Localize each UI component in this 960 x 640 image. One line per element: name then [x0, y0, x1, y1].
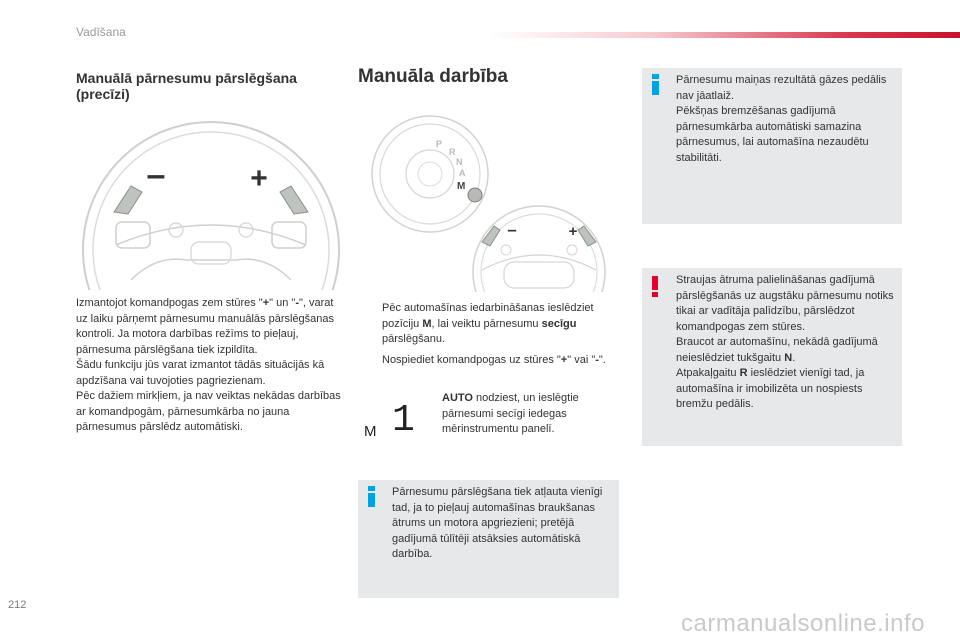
warning-icon [652, 276, 658, 297]
watermark: carmanualsonline.info [681, 610, 925, 637]
info-box-throttle [642, 68, 902, 224]
info-icon [652, 74, 660, 95]
left-section-title: Manuālā pārnesumu pārslēgšana (precīzi) [76, 70, 297, 102]
warning-box [642, 268, 902, 446]
left-body-text: Izmantojot komandpogas zem stūres "+" un "-", varat uz laiku pārņemt pārnesumu manuālās pārslēgšanas kontroli. Ja motora darbības režīms to pieļauj, pārnesuma pārslēgšana tiek izpildīta. Šādu funkciju jūs varat izmantot tādās situācijās kā apdzīšana vai tuvojoties pagriezienam. Pēc dažiem mirkļiem, ja nav veiktas nekādas darbības ar komandpogām, pārnesumkārba no jauna pārnesumus pārslēdz automātiski. [76, 297, 341, 433]
steering-wheel-illustration [76, 110, 346, 290]
gear-selector-illustration [364, 112, 619, 292]
selector-letter-m: M [457, 181, 466, 192]
instruction-bullet-1 [382, 301, 622, 348]
info-box-text: Pārnesumu maiņas rezultātā gāzes pedālis nav jāatlaiž. Pēkšņas bremzēšanas gadījumā pārnesumkārba automātiski samazina pārnesumus, lai automašīna nezaudētu stabilitāti. [676, 74, 887, 164]
instruction-bullet-2 [382, 353, 622, 369]
minus-paddle [114, 186, 142, 214]
bullet-2-text: Nospiediet komandpogas uz stūres "+" vai "-". [382, 354, 606, 366]
plus-paddle [280, 186, 308, 214]
wheel-minus-label: – [507, 220, 517, 239]
running-header: Vadīšana [76, 25, 126, 39]
info-icon [368, 486, 376, 507]
info-box-gear-permission [358, 480, 619, 598]
selector-letter-n: N [456, 157, 463, 167]
header-accent-line [490, 32, 960, 38]
wheel-plus-label: + [568, 223, 578, 240]
display-mode-letter: M [364, 423, 377, 440]
selector-letter-p: P [436, 139, 443, 149]
plus-paddle [578, 226, 596, 246]
middle-section-title: Manuāla darbība [358, 66, 508, 87]
gear-display-icon [360, 392, 436, 442]
info-box-text: Pārnesumu pārslēgšana tiek atļauta vienīgi tad, ja to pieļauj automašīnas braukšanas ātrums un motora apgriezieni; pretējā gadījumā tūlītēji atsāksies automātiskā darbība. [392, 486, 603, 560]
page-number: 212 [8, 599, 27, 611]
wheel-minus-label: – [146, 156, 166, 194]
selector-letter-a: A [459, 168, 466, 178]
selector-letter-r: R [449, 147, 456, 157]
selector-knob [468, 188, 482, 202]
minus-paddle [482, 226, 500, 246]
display-gear-number: 1 [392, 399, 415, 442]
wheel-plus-label: + [250, 162, 268, 195]
bullet-1-text: Pēc automašīnas iedarbināšanas ieslēdziet pozīciju M, lai veiktu pārnesumu secīgu pārslēgšanu. [382, 302, 594, 345]
auto-indicator-text: AUTO nodziest, un ieslēgtie pārnesumi secīgi iedegas mērinstrumentu panelī. [442, 392, 579, 435]
warning-box-text: Straujas ātruma palielināšanas gadījumā pārslēgšanās uz augstāku pārnesumu notiks tikai ar vadītāja palīdzību, pārslēdzot komandpogas zem stūres. Braucot ar automašīnu, nekādā gadījumā neieslēdziet tukšgaitu N. Atpakaļgaitu R ieslēdziet vienīgi tad, ja automašīna ir imobilizēta un nospiests bremžu pedālis. [676, 274, 894, 410]
